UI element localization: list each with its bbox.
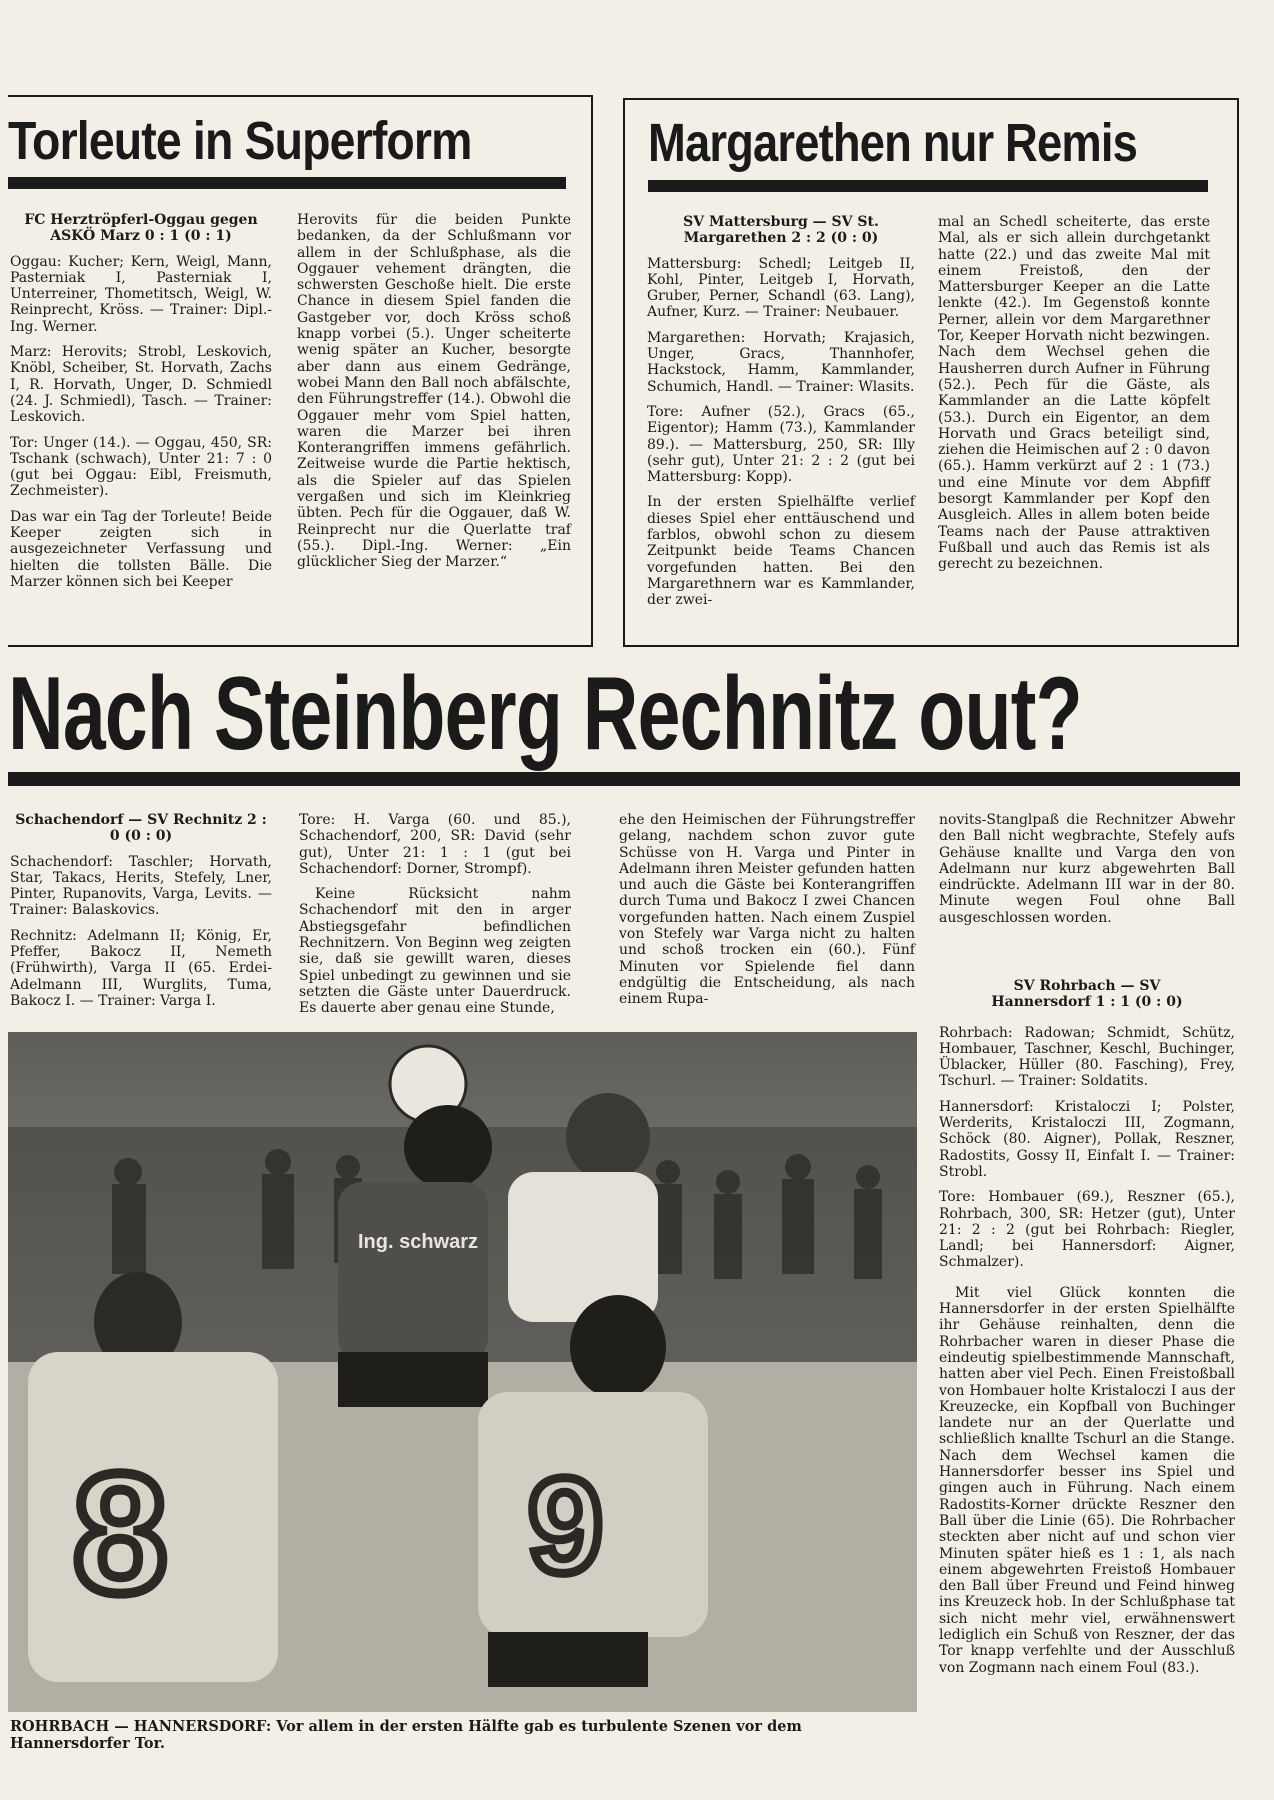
goals-info: Tore: H. Varga (60. und 85.), Schachendorf, 200, SR: David (sehr gut), Unter 21: 1 : 1 (gut bei Schachendorf: Dorner, Strompf). xyxy=(299,812,571,877)
match-title: FC Herztröpferl-Oggau gegen ASKÖ Marz 0 : 1 (0 : 1) xyxy=(24,212,258,245)
goals-info: Tore: Hombauer (69.), Reszner (65.), Rohrbach, 300, SR: Hetzer (gut), Unter 21: 2 : 2 (gut bei Rohrbach: Riegler, Landl; bei Hannersdorf: Aigner, Schmalzer). xyxy=(939,1189,1235,1271)
article-torleute-col2 xyxy=(297,212,571,580)
report-continued: Herovits für die beiden Punkte bedanken, da der Schlußmann vor allem in der Schlußphase, als die Oggauer vehement drängten, die schwersten Geschoße hielt. Die erste Chance in diesem Spiel fanden die Gastgeber vor, doch Kröss schoß knapp vorbei (5.). Unger scheiterte wenig später an Kucher, besorgte aber dann aus einem Gedränge, wobei Mann den Ball noch abfälschte, den Führungstreffer (14.). Obwohl die Oggauer mehr vom Spiel hatten, waren die Marzer bei ihren Konterangriffen immens gefährlich. Zeitweise wurde die Partie hektisch, als die Spieler auf das Spielen vergaßen und sich im Kleinkrieg übten. Pech für die Oggauer, daß W. Reinprecht nur die Querlatte traf (55.). Dipl.-Ing. Werner: „Ein glücklicher Sieg der Marzer.“ xyxy=(297,212,571,571)
lineup-hannersdorf: Hannersdorf: Kristaloczi I; Polster, Werderits, Kristaloczi III, Zogmann, Schöck (80. Aigner), Pollak, Reszner, Radostits, Gossy II, Einfalt I. — Trainer: Strobl. xyxy=(939,1098,1235,1180)
article-margarethen-col1 xyxy=(647,214,915,618)
article-margarethen-col2 xyxy=(938,214,1210,582)
headline-torleute: Torleute in Superform xyxy=(8,111,472,171)
goals-info: Tore: Aufner (52.), Gracs (65., Eigentor); Hamm (73.), Kammlander 89.). — Mattersburg, 250, SR: Illy (sehr gut), Unter 21: 2 : 2 (gut bei Mattersburg: Kopp). xyxy=(647,403,915,486)
match-title: SV Mattersburg — SV St. Margarethen 2 : 2 (0 : 0) xyxy=(683,214,879,247)
report-continued: mal an Schedl scheiterte, das erste Mal, als er sich allein durchgetankt hatte (22.) und das zweite Mal mit einem Freistoß, den der Mattersburger Keeper an die Latte lenkte (42.). Im Gegenstoß konnte Perner, allein vor dem Margarethner Tor, Keeper Horvath nicht bezwingen. Nach dem Wechsel gehen die Hausherren durch Aufner in Führung (52.). Pech für die Gäste, als Kammlander an die Latte köpfelt (53.). Durch ein Eigentor, an dem Horvath und Gracs beteiligt sind, ziehen die Heimischen auf 2 : 0 davon (65.). Hamm verkürzt auf 2 : 1 (73.) und eine Minute vor dem Abpfiff besorgt Kammlander per Kopf den Ausgleich. Alles in allem boten beide Teams nach der Pause attraktiven Fußball und auch das Remis ist als gerecht zu bezeichnen. xyxy=(938,214,1210,573)
svg-text:Ing. schwarz: Ing. schwarz xyxy=(358,1231,479,1253)
article-rechnitz-col4 xyxy=(939,812,1235,935)
report-start: Das war ein Tag der Torleute! Beide Keeper zeigten sich in ausgezeichneter Verfassung und hielten die tollsten Bälle. Die Marzer können sich bei Keeper xyxy=(10,508,272,590)
article-rechnitz-col1 xyxy=(10,812,272,1018)
svg-text:8: 8 xyxy=(73,1439,168,1629)
lineup-oggau: Oggau: Kucher; Kern, Weigl, Mann, Pasterniak I, Pasterniak I, Unterreiner, Thometitsch, Weigl, W. Reinprecht, Kröss. — Trainer: Dipl.-Ing. Werner. xyxy=(10,253,272,335)
rule-torleute xyxy=(8,177,566,189)
report-end: novits-Stanglpaß die Rechnitzer Abwehr den Ball nicht wegbrachte, Stefely aufs Gehäuse knallte und Varga den von Adelmann nur kurz abgewehrten Ball eindrückte. Adelmann III war in der 80. Minute wegen Foul ohne Ball ausgeschlossen worden. xyxy=(939,812,1235,926)
report-start: In der ersten Spielhälfte verlief dieses Spiel eher enttäuschend und farblos, obwohl schon zu diesem Zeitpunkt beide Teams Chancen vorgefunden hatten. Bei den Margarethnern war es Kammlander, der zwei- xyxy=(647,494,915,609)
headline-margarethen: Margarethen nur Remis xyxy=(648,113,1138,173)
match-title: Schachendorf — SV Rechnitz 2 : 0 (0 : 0) xyxy=(15,812,267,845)
lineup-marz: Marz: Herovits; Strobl, Leskovich, Knöbl, Scheiber, St. Horvath, Zachs I, R. Horvath, Unger, D. Schmiedl (24. J. Schmiedl), Tasch. — Trainer: Leskovich. xyxy=(10,344,272,426)
goals-info: Tor: Unger (14.). — Oggau, 450, SR: Tschank (schwach), Unter 21: 7 : 0 (gut bei Oggau: Eibl, Freismuth, Zechmeister). xyxy=(10,434,272,500)
lineup-margarethen: Margarethen: Horvath; Krajasich, Unger, Gracs, Thannhofer, Hackstock, Hamm, Kammlander, Schumich, Handl. — Trainer: Wlasits. xyxy=(647,329,915,395)
report: Mit viel Glück konnten die Hannersdorfer in der ersten Spielhälfte ihr Gehäuse reinhalten, denn die Rohrbacher waren in dieser Phase die eindeutig spielbestimmende Mannschaft, hatten aber viel Pech. Einen Freistoßball von Hombauer holte Kristaloczi I aus der Kreuzecke, ein Kopfball von Buchinger landete nur an der Querlatte und schließlich knallte Tschurl an die Stange. Nach dem Wechsel kamen die Hannersdorfer besser ins Spiel und gingen auch in Führung. Nach einem Radostits-Korner drückte Reszner den Ball über die Linie (65). Die Rohrbacher steckten aber nicht auf und schon vier Minuten später hieß es 1 : 1, als nach einem abgewehrten Freistoß Hombauer den Ball über Freund und Feind hinweg ins Kreuzeck hob. In der Schlußphase tat sich nicht mehr viel, erwähnenswert lediglich ein Schuß von Reszner, der das Tor knapp verfehlte und der Ausschluß von Zogmann nach einem Foul (83.). xyxy=(939,1284,1235,1676)
svg-text:9: 9 xyxy=(528,1450,604,1601)
report-continued: ehe den Heimischen der Führungstreffer gelang, nachdem schon zuvor gute Schüsse von H. Varga und Pinter in Adelmann ihren Meister gefunden hatten und auch die Gäste bei Konterangriffen durch Tuma und Bakocz I zwei Chancen vorgefunden hatten. Nach einem Zuspiel von Stefely war Varga nicht zu halten und schoß trocken ein (60.). Fünf Minuten vor Spielende fiel dann endgültig die Entscheidung, als nach einem Rupa- xyxy=(619,812,915,1008)
rule-rechnitz xyxy=(8,772,1240,786)
match-photo xyxy=(8,1032,917,1712)
article-torleute-col1 xyxy=(10,212,272,599)
photo-scene xyxy=(8,1032,917,1712)
article-rechnitz-col2 xyxy=(299,812,571,1026)
photo-caption: ROHRBACH — HANNERSDORF: Vor allem in der ersten Hälfte gab es turbulente Szenen vor dem Hannersdorfer Tor. xyxy=(10,1718,802,1752)
lineup-rohrbach: Rohrbach: Radowan; Schmidt, Schütz, Hombauer, Taschner, Keschl, Buchinger, Üblacker, Hüller (80. Fasching), Frey, Tschurl. — Trainer: Soldatits. xyxy=(939,1024,1235,1090)
report-start: Keine Rücksicht nahm Schachendorf mit den in arger Abstiegsgefahr befindlichen Rechnitzern. Von Beginn weg zeigten sie, daß sie gewillt waren, dieses Spiel unbedingt zu gewinnen und sie setzten die Gäste unter Dauerdruck. Es dauerte aber genau eine Stunde, xyxy=(299,886,571,1017)
lineup-rechnitz: Rechnitz: Adelmann II; König, Er, Pfeffer, Bakocz II, Nemeth (Frühwirth), Varga II (65. Erdei-Adelmann III, Wurglits, Tuma, Bakocz I. — Trainer: Varga I. xyxy=(10,927,272,1009)
article-rohrbach xyxy=(939,978,1235,1685)
headline-rechnitz: Nach Steinberg Rechnitz out? xyxy=(8,656,1082,772)
lineup-mattersburg: Mattersburg: Schedl; Leitgeb II, Kohl, Pinter, Leitgeb I, Horvath, Gruber, Perner, Schandl (63. Lang), Aufner, Kurz. — Trainer: Neubauer. xyxy=(647,255,915,321)
article-rechnitz-col3 xyxy=(619,812,915,1017)
rule-margarethen xyxy=(648,180,1208,192)
lineup-schachendorf: Schachendorf: Taschler; Horvath, Star, Takacs, Herits, Stefely, Lner, Pinter, Rupanovits, Varga, Levits. — Trainer: Balaskovics. xyxy=(10,853,272,919)
match-title: SV Rohrbach — SV Hannersdorf 1 : 1 (0 : 0) xyxy=(991,978,1183,1011)
